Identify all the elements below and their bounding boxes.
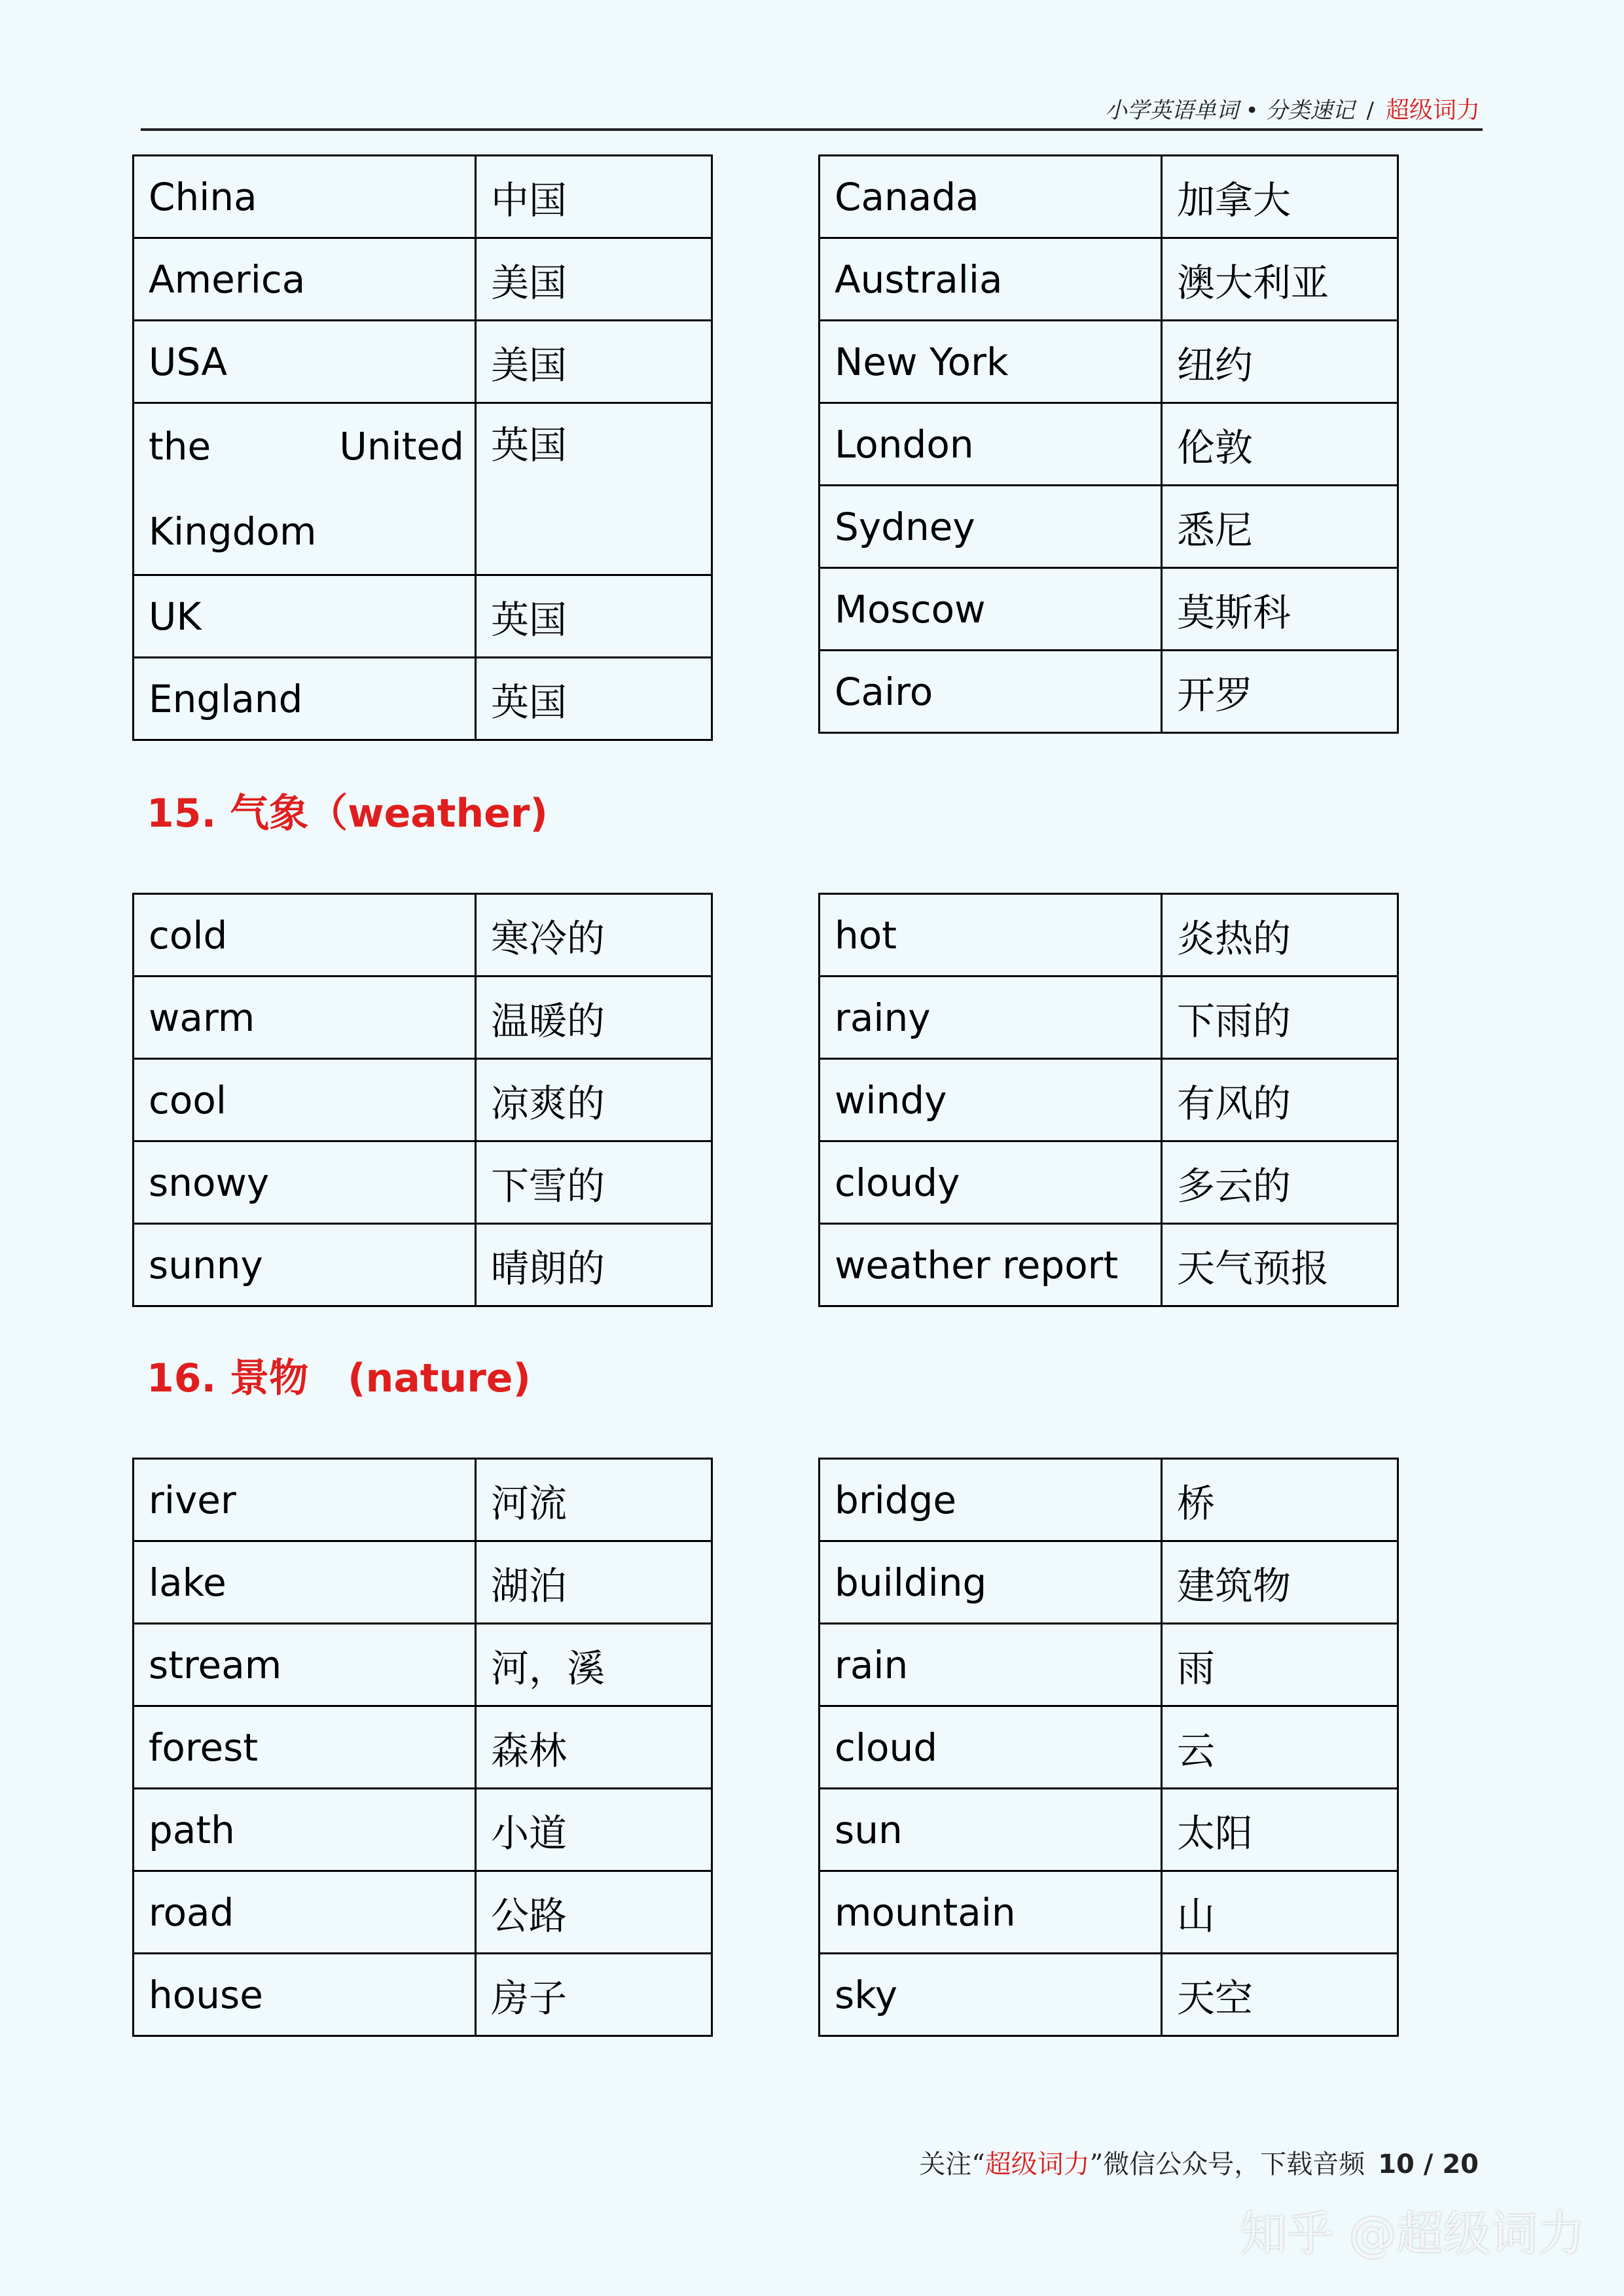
english-word: weather report [820, 1224, 1162, 1306]
english-word: Moscow [820, 568, 1162, 651]
table-row [134, 894, 712, 977]
english-word: sky [820, 1954, 1162, 2036]
english-word: Canada [820, 156, 1162, 238]
table-row [820, 894, 1398, 977]
page-footer [919, 2144, 1479, 2181]
nature-table-right [818, 1458, 1399, 2037]
table-row [134, 238, 712, 321]
table-row [820, 1954, 1398, 2036]
english-word: cloudy [820, 1141, 1162, 1224]
chinese-meaning: 开罗 [1162, 651, 1398, 733]
header-rule [141, 128, 1483, 131]
chinese-meaning: 天气预报 [1162, 1224, 1398, 1306]
table-row [134, 1624, 712, 1706]
chinese-meaning: 炎热的 [1162, 894, 1398, 977]
chinese-meaning: 纽约 [1162, 321, 1398, 403]
table-row [820, 1624, 1398, 1706]
chinese-meaning: 凉爽的 [476, 1059, 712, 1141]
page-number: 10 / 20 [1378, 2149, 1479, 2179]
chinese-meaning: 小道 [476, 1789, 712, 1871]
english-word: mountain [820, 1871, 1162, 1954]
english-word: rainy [820, 977, 1162, 1059]
header-title: 小学英语单词 • 分类速记 [1104, 98, 1355, 124]
chinese-meaning: 房子 [476, 1954, 712, 2036]
english-word: road [134, 1871, 476, 1954]
english-word: snowy [134, 1141, 476, 1224]
chinese-meaning: 河，溪 [476, 1624, 712, 1706]
table-row [134, 1059, 712, 1141]
chinese-meaning: 森林 [476, 1706, 712, 1789]
english-word: London [820, 403, 1162, 486]
chinese-meaning: 下雨的 [1162, 977, 1398, 1059]
chinese-meaning: 寒冷的 [476, 894, 712, 977]
chinese-meaning: 太阳 [1162, 1789, 1398, 1871]
table-row [134, 1141, 712, 1224]
table-row [820, 403, 1398, 486]
chinese-meaning: 美国 [476, 321, 712, 403]
chinese-meaning: 英国 [476, 403, 712, 575]
table-row [134, 1706, 712, 1789]
footer-suffix: ”微信公众号，下载音频 [1089, 2149, 1365, 2179]
table-row [820, 568, 1398, 651]
english-word: the United Kingdom [134, 403, 476, 575]
table-row [820, 1706, 1398, 1789]
section-title-nature: 16. 景物 (nature) [147, 1355, 531, 1401]
english-word: lake [134, 1541, 476, 1624]
table-row [134, 403, 712, 575]
table-row [820, 238, 1398, 321]
english-word: house [134, 1954, 476, 2036]
chinese-meaning: 英国 [476, 658, 712, 740]
chinese-meaning: 悉尼 [1162, 486, 1398, 568]
footer-brand: 超级词力 [984, 2149, 1090, 2179]
english-word: warm [134, 977, 476, 1059]
chinese-meaning: 英国 [476, 575, 712, 658]
english-word: stream [134, 1624, 476, 1706]
english-word: forest [134, 1706, 476, 1789]
chinese-meaning: 天空 [1162, 1954, 1398, 2036]
chinese-meaning: 河流 [476, 1459, 712, 1541]
table-row [134, 575, 712, 658]
countries-table-right [818, 154, 1399, 734]
table-row [134, 977, 712, 1059]
chinese-meaning: 公路 [476, 1871, 712, 1954]
countries-table-left [132, 154, 713, 741]
table-row [820, 1871, 1398, 1954]
chinese-meaning: 雨 [1162, 1624, 1398, 1706]
table-row [820, 1059, 1398, 1141]
footer-prefix: 关注“ [919, 2149, 985, 2179]
english-word: hot [820, 894, 1162, 977]
chinese-meaning: 温暖的 [476, 977, 712, 1059]
chinese-meaning: 有风的 [1162, 1059, 1398, 1141]
chinese-meaning: 建筑物 [1162, 1541, 1398, 1624]
table-row [820, 321, 1398, 403]
table-row [820, 1141, 1398, 1224]
english-word: England [134, 658, 476, 740]
english-word: rain [820, 1624, 1162, 1706]
table-row [820, 1224, 1398, 1306]
english-word: cool [134, 1059, 476, 1141]
english-word: Australia [820, 238, 1162, 321]
table-row [134, 1224, 712, 1306]
table-row [820, 486, 1398, 568]
english-word: cold [134, 894, 476, 977]
chinese-meaning: 桥 [1162, 1459, 1398, 1541]
chinese-meaning: 中国 [476, 156, 712, 238]
english-word: China [134, 156, 476, 238]
english-word: UK [134, 575, 476, 658]
chinese-meaning: 云 [1162, 1706, 1398, 1789]
table-row [820, 977, 1398, 1059]
chinese-meaning: 伦敦 [1162, 403, 1398, 486]
english-word: river [134, 1459, 476, 1541]
table-row [134, 156, 712, 238]
english-word: New York [820, 321, 1162, 403]
chinese-meaning: 加拿大 [1162, 156, 1398, 238]
english-word: sun [820, 1789, 1162, 1871]
table-row [134, 321, 712, 403]
chinese-meaning: 山 [1162, 1871, 1398, 1954]
section-title-weather: 15. 气象（weather) [147, 791, 548, 836]
english-word: building [820, 1541, 1162, 1624]
english-word: America [134, 238, 476, 321]
table-row [134, 1954, 712, 2036]
weather-table-right [818, 893, 1399, 1307]
chinese-meaning: 莫斯科 [1162, 568, 1398, 651]
english-word: path [134, 1789, 476, 1871]
table-row [820, 1789, 1398, 1871]
english-word: cloud [820, 1706, 1162, 1789]
table-row [134, 658, 712, 740]
table-row [134, 1789, 712, 1871]
english-word: bridge [820, 1459, 1162, 1541]
table-row [820, 1541, 1398, 1624]
chinese-meaning: 湖泊 [476, 1541, 712, 1624]
english-word: sunny [134, 1224, 476, 1306]
table-row [134, 1459, 712, 1541]
header-brand: 超级词力 [1385, 97, 1480, 124]
english-word: windy [820, 1059, 1162, 1141]
table-row [134, 1871, 712, 1954]
chinese-meaning: 多云的 [1162, 1141, 1398, 1224]
english-word: Cairo [820, 651, 1162, 733]
english-word: USA [134, 321, 476, 403]
table-row [820, 651, 1398, 733]
english-word: Sydney [820, 486, 1162, 568]
chinese-meaning: 晴朗的 [476, 1224, 712, 1306]
nature-table-left [132, 1458, 713, 2037]
table-row [820, 156, 1398, 238]
header-separator: / [1366, 98, 1374, 124]
running-header [1105, 92, 1480, 125]
chinese-meaning: 美国 [476, 238, 712, 321]
table-row [134, 1541, 712, 1624]
watermark: 知乎 @超级词力 [1240, 2206, 1585, 2261]
table-row [820, 1459, 1398, 1541]
chinese-meaning: 澳大利亚 [1162, 238, 1398, 321]
weather-table-left [132, 893, 713, 1307]
chinese-meaning: 下雪的 [476, 1141, 712, 1224]
